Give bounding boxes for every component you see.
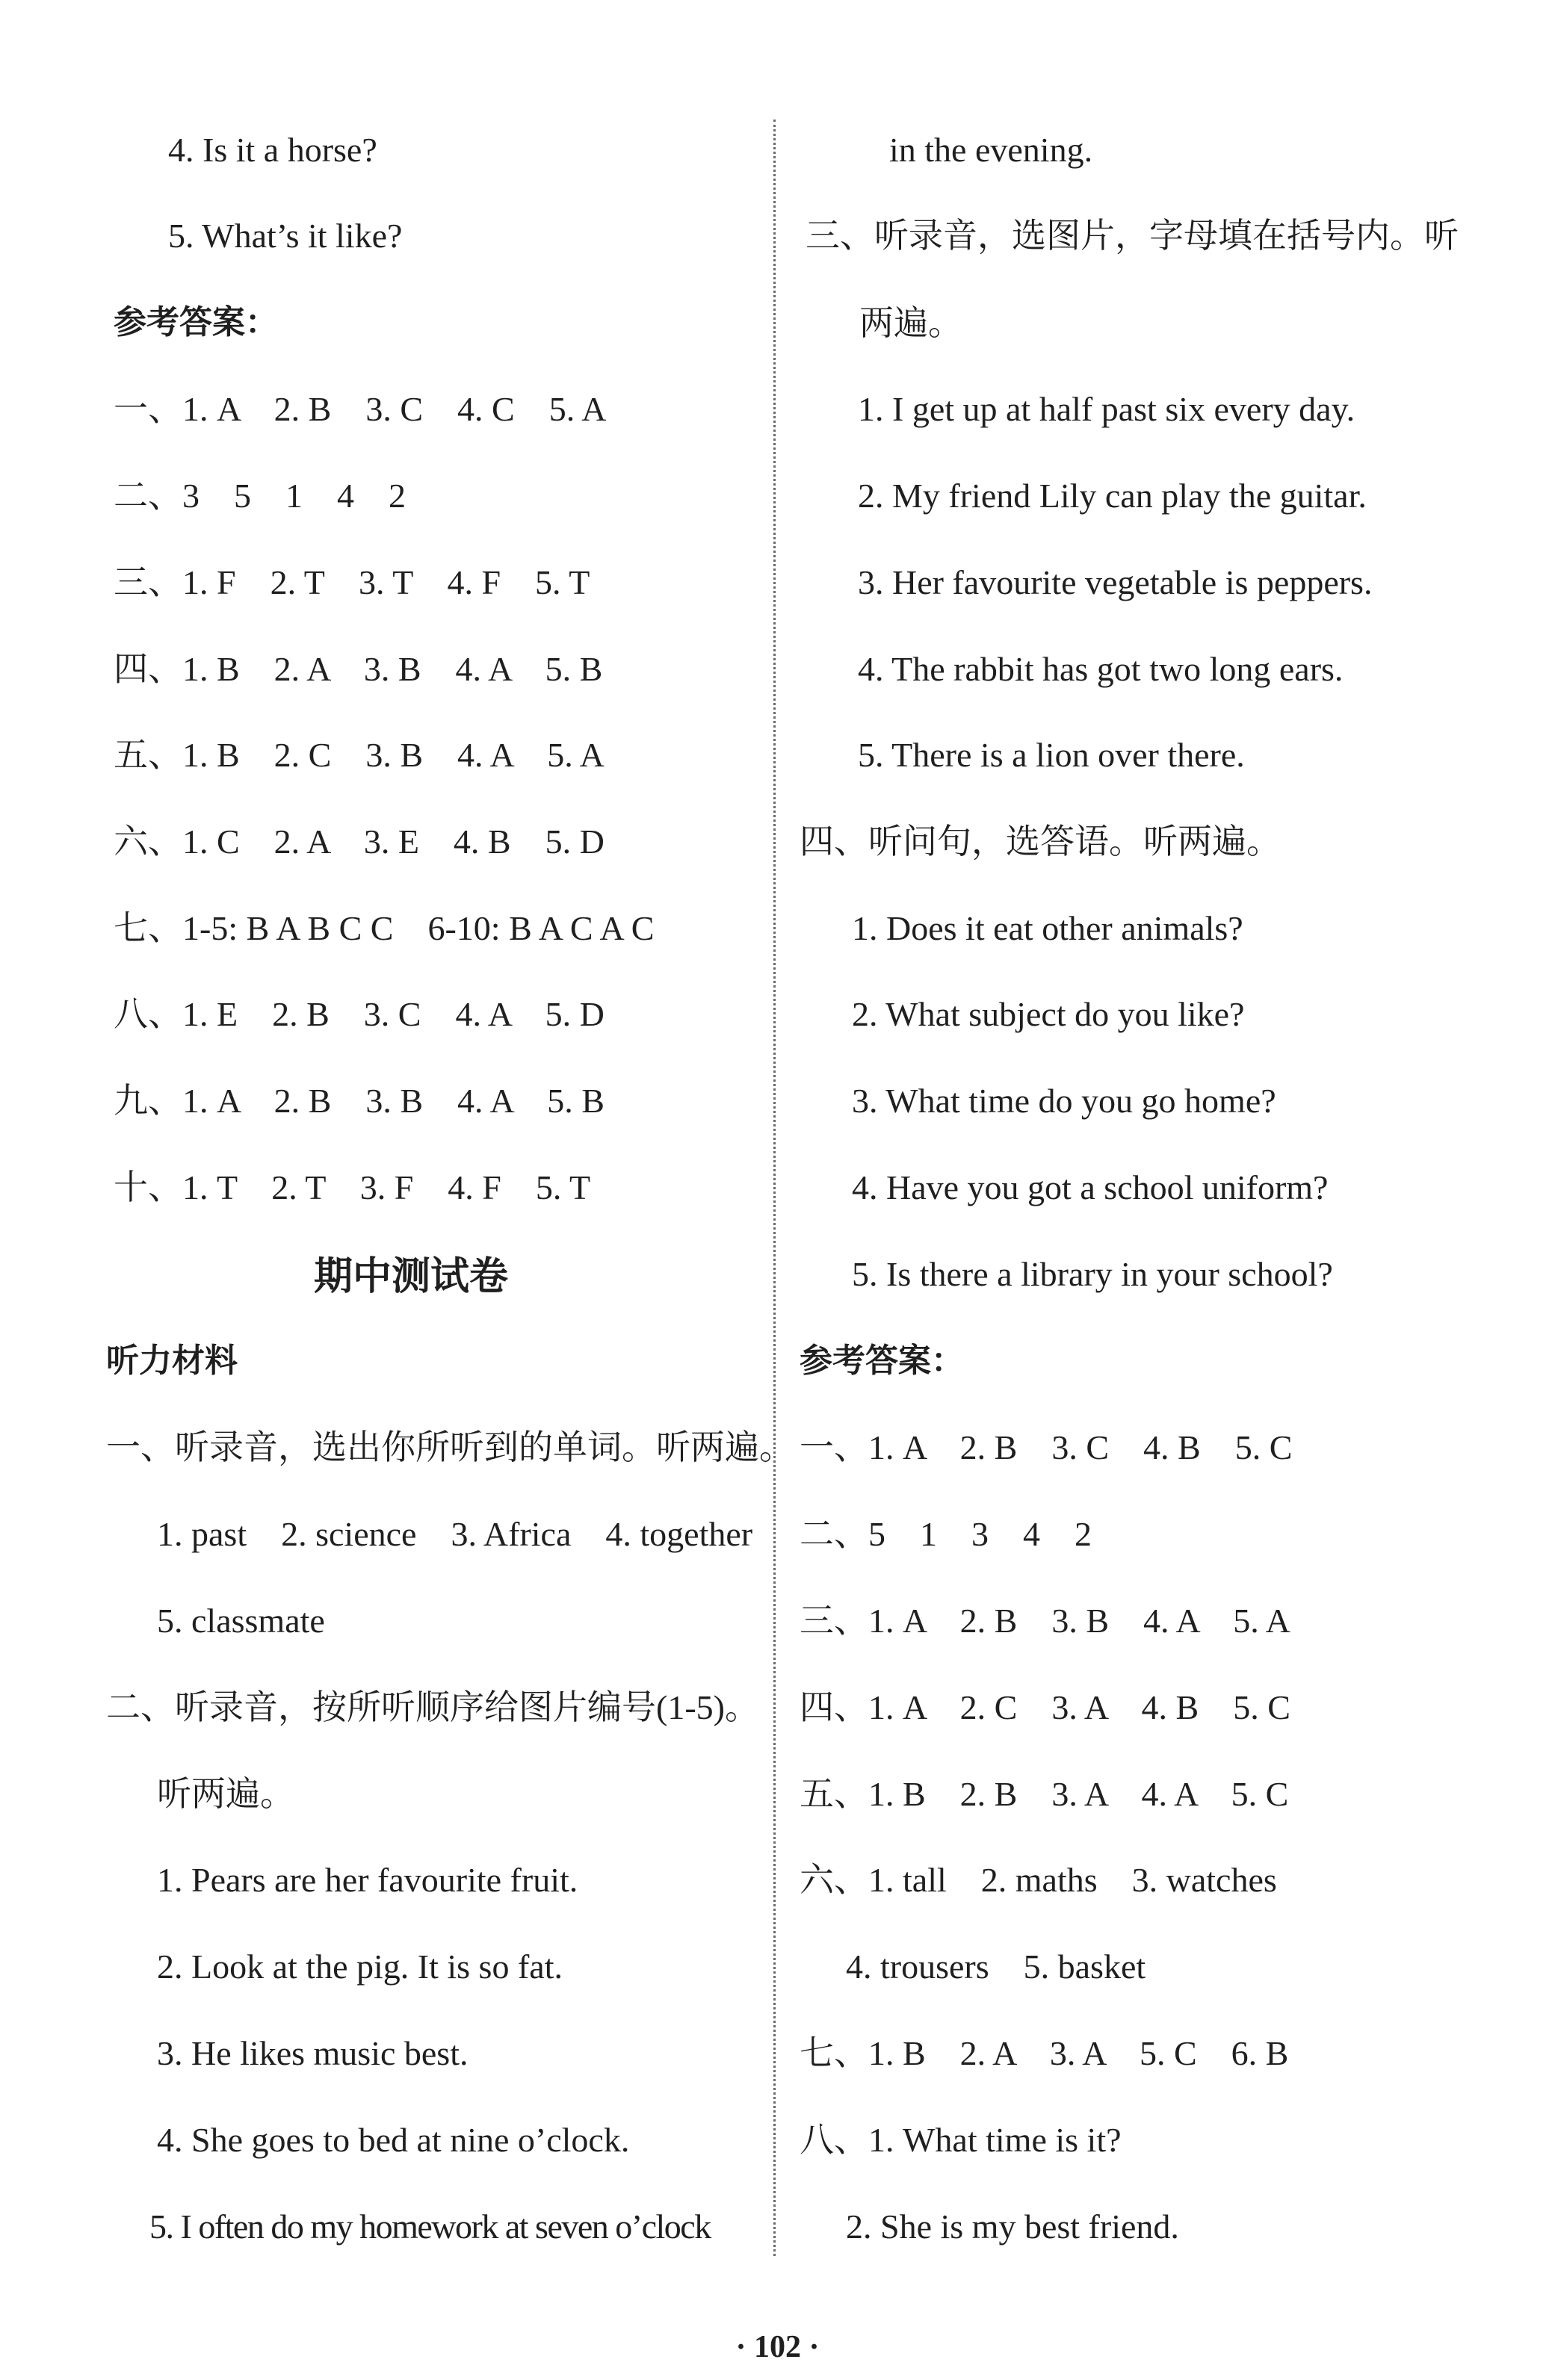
answer-heading: 参考答案： (114, 303, 278, 341)
listening-line: 3. He likes music best. (157, 2034, 469, 2072)
answer-line: 一、1. A 2. B 3. C 4. C 5. A (114, 390, 607, 428)
instruction-line: 二、听录音，按所听顺序给图片编号(1-5)。 (106, 1688, 759, 1726)
listening-line: 5. classmate (157, 1602, 325, 1640)
listening-line: 1. past 2. science 3. Africa 4. together (157, 1515, 753, 1553)
listening-line: in the evening. (889, 131, 1093, 169)
answer-line: 2. She is my best friend. (846, 2207, 1179, 2246)
listening-line: 2. Look at the pig. It is so fat. (157, 1947, 563, 1986)
answer-heading: 参考答案： (800, 1342, 964, 1380)
listening-line: 4. Have you got a school uniform? (852, 1168, 1329, 1206)
answer-line: 七、1. B 2. A 3. A 5. C 6. B (800, 2034, 1289, 2072)
instruction-line: 四、听问句，选答语。听两遍。 (800, 822, 1281, 861)
listening-line: 4. The rabbit has got two long ears. (858, 650, 1344, 688)
instruction-line: 一、听录音，选出你所听到的单词。听两遍。 (106, 1428, 794, 1466)
listening-line: 4. She goes to bed at nine o’clock. (157, 2121, 630, 2159)
answer-line: 二、3 5 1 4 2 (114, 477, 406, 515)
answer-line: 四、1. A 2. C 3. A 4. B 5. C (800, 1688, 1290, 1726)
listening-line: 2. What subject do you like? (852, 995, 1245, 1033)
listening-line: 1. Does it eat other animals? (852, 909, 1243, 947)
listening-heading: 听力材料 (106, 1342, 238, 1380)
answer-line: 三、1. F 2. T 3. T 4. F 5. T (114, 563, 590, 601)
listening-line: 5. Is there a library in your school? (852, 1255, 1333, 1293)
answer-line: 六、1. tall 2. maths 3. watches (800, 1861, 1277, 1899)
question-line: 5. What’s it like? (168, 217, 403, 255)
listening-line: 5. There is a lion over there. (858, 736, 1245, 774)
instruction-line: 听两遍。 (157, 1775, 294, 1813)
answer-line: 4. trousers 5. basket (846, 1947, 1146, 1986)
page-number: · 102 · (735, 2330, 820, 2364)
section-title: 期中测试卷 (314, 1254, 509, 1299)
answer-line: 十、1. T 2. T 3. F 4. F 5. T (114, 1168, 591, 1206)
answer-line: 七、1-5: B A B C C 6-10: B A C A C (114, 909, 655, 947)
listening-line: 5. I often do my homework at seven o’clock (149, 2207, 711, 2246)
answer-line: 八、1. E 2. B 3. C 4. A 5. D (114, 995, 605, 1033)
answer-line: 二、5 1 3 4 2 (800, 1515, 1092, 1553)
listening-line: 3. What time do you go home? (852, 1082, 1276, 1120)
listening-line: 3. Her favourite vegetable is peppers. (858, 563, 1373, 601)
answer-line: 一、1. A 2. B 3. C 4. B 5. C (800, 1428, 1293, 1466)
answer-line: 五、1. B 2. B 3. A 4. A 5. C (800, 1775, 1289, 1813)
answer-line: 六、1. C 2. A 3. E 4. B 5. D (114, 822, 605, 861)
instruction-line: 两遍。 (859, 304, 962, 342)
question-line: 4. Is it a horse? (168, 131, 377, 169)
right-column (777, 0, 1555, 2286)
listening-line: 1. I get up at half past six every day. (858, 390, 1355, 428)
answer-line: 八、1. What time is it? (800, 2121, 1122, 2159)
answer-line: 三、1. A 2. B 3. B 4. A 5. A (800, 1602, 1290, 1640)
left-column (0, 0, 794, 2286)
answer-line: 四、1. B 2. A 3. B 4. A 5. B (114, 650, 603, 688)
instruction-line: 三、听录音，选图片，字母填在括号内。听 (806, 217, 1459, 255)
column-divider (773, 120, 776, 2256)
listening-line: 2. My friend Lily can play the guitar. (858, 477, 1367, 515)
answer-line: 九、1. A 2. B 3. B 4. A 5. B (114, 1082, 605, 1120)
listening-line: 1. Pears are her favourite fruit. (157, 1861, 578, 1899)
answer-line: 五、1. B 2. C 3. B 4. A 5. A (114, 736, 605, 774)
